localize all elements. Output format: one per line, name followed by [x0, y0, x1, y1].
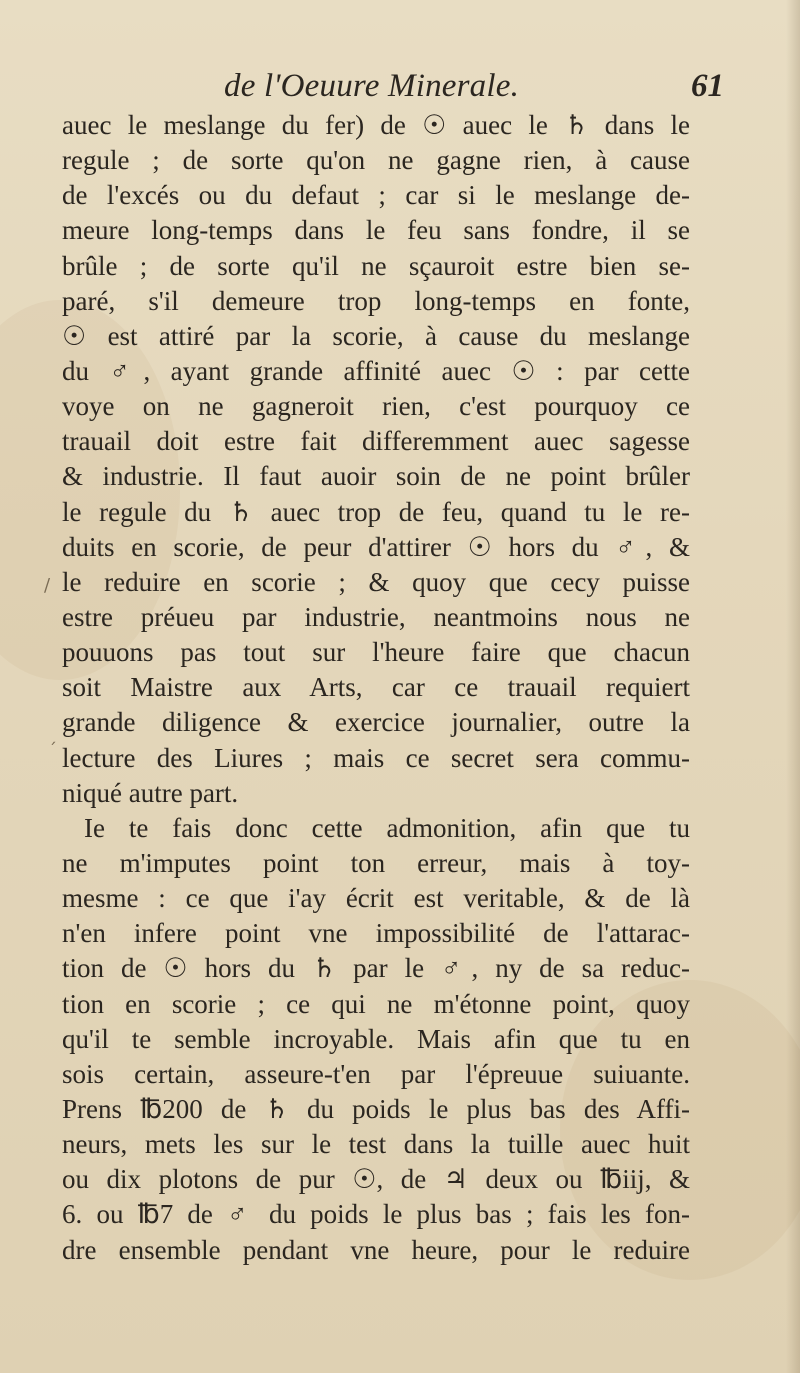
text-line: voye on ne gagneroit rien, c'est pourquoy ce	[62, 391, 690, 422]
running-header	[220, 68, 724, 112]
text-line: soit Maistre aux Arts, car ce trauail requiert	[62, 672, 690, 703]
text-line: lecture des Liures ; mais ce secret sera commu-	[62, 742, 690, 773]
text-line: ne m'imputes point ton erreur, mais à toy-	[62, 847, 690, 878]
text-line: le reduire en scorie ; & quoy que cecy puisse	[62, 566, 690, 597]
text-line: 6. ou ℔7 de ♂ du poids le plus bas ; fais les fon-	[62, 1199, 690, 1230]
paragraph-last-line: niqué autre part.	[62, 777, 239, 808]
text-line: ou dix plotons de pur ☉, de ♃ deux ou ℔iij, &	[62, 1164, 690, 1195]
page-number: 61	[691, 68, 724, 104]
text-line: regule ; de sorte qu'on ne gagne rien, à cause	[62, 145, 690, 176]
text-line: de l'excés ou du defaut ; car si le meslange de-	[62, 180, 690, 211]
text-line: neurs, mets les sur le test dans la tuille auec huit	[62, 1129, 690, 1160]
text-line: auec le meslange du fer) de ☉ auec le ♄ dans le	[62, 110, 690, 140]
text-line: tion en scorie ; ce qui ne m'étonne point, quoy	[62, 988, 690, 1019]
text-line: le regule du ♄ auec trop de feu, quand tu le re-	[62, 496, 690, 527]
body-text	[62, 108, 690, 1268]
text-line: mesme : ce que i'ay écrit est veritable, & de là	[62, 883, 690, 914]
margin-mark: ´	[48, 740, 57, 761]
paragraph-first-line: Ie te fais donc cette admonition, afin que tu	[84, 812, 690, 843]
text-line: pouuons pas tout sur l'heure faire que chacun	[62, 637, 690, 668]
text-line: duits en scorie, de peur d'attirer ☉ hors du ♂, &	[62, 531, 690, 562]
running-title: de l'Oeuure Minerale.	[224, 68, 520, 104]
text-line: Prens ℔200 de ♄ du poids le plus bas des Affi-	[62, 1093, 690, 1124]
page-edge-shadow	[786, 0, 800, 1373]
text-line: qu'il te semble incroyable. Mais afin que tu en	[62, 1023, 690, 1054]
text-line: & industrie. Il faut auoir soin de ne point brûler	[62, 461, 690, 492]
text-line: n'en infere point vne impossibilité de l'attarac-	[62, 918, 690, 949]
margin-mark: /	[44, 575, 51, 596]
text-line: grande diligence & exercice journalier, outre la	[62, 707, 690, 738]
text-line: tion de ☉ hors du ♄ par le ♂, ny de sa reduc-	[62, 953, 690, 984]
text-line: paré, s'il demeure trop long-temps en fonte,	[62, 285, 690, 316]
text-line: brûle ; de sorte qu'il ne sçauroit estre bien se-	[62, 250, 690, 281]
text-line: dre ensemble pendant vne heure, pour le reduire	[62, 1234, 690, 1265]
text-line: sois certain, asseure-t'en par l'épreuue suiuante.	[62, 1058, 690, 1089]
text-line: ☉ est attiré par la scorie, à cause du meslange	[62, 320, 690, 351]
text-line: du ♂, ayant grande affinité auec ☉ : par cette	[62, 355, 690, 386]
text-line: trauail doit estre fait differemment auec sagesse	[62, 426, 690, 457]
text-line: estre préueu par industrie, neantmoins nous ne	[62, 601, 690, 632]
text-line: meure long-temps dans le feu sans fondre, il se	[62, 215, 690, 246]
